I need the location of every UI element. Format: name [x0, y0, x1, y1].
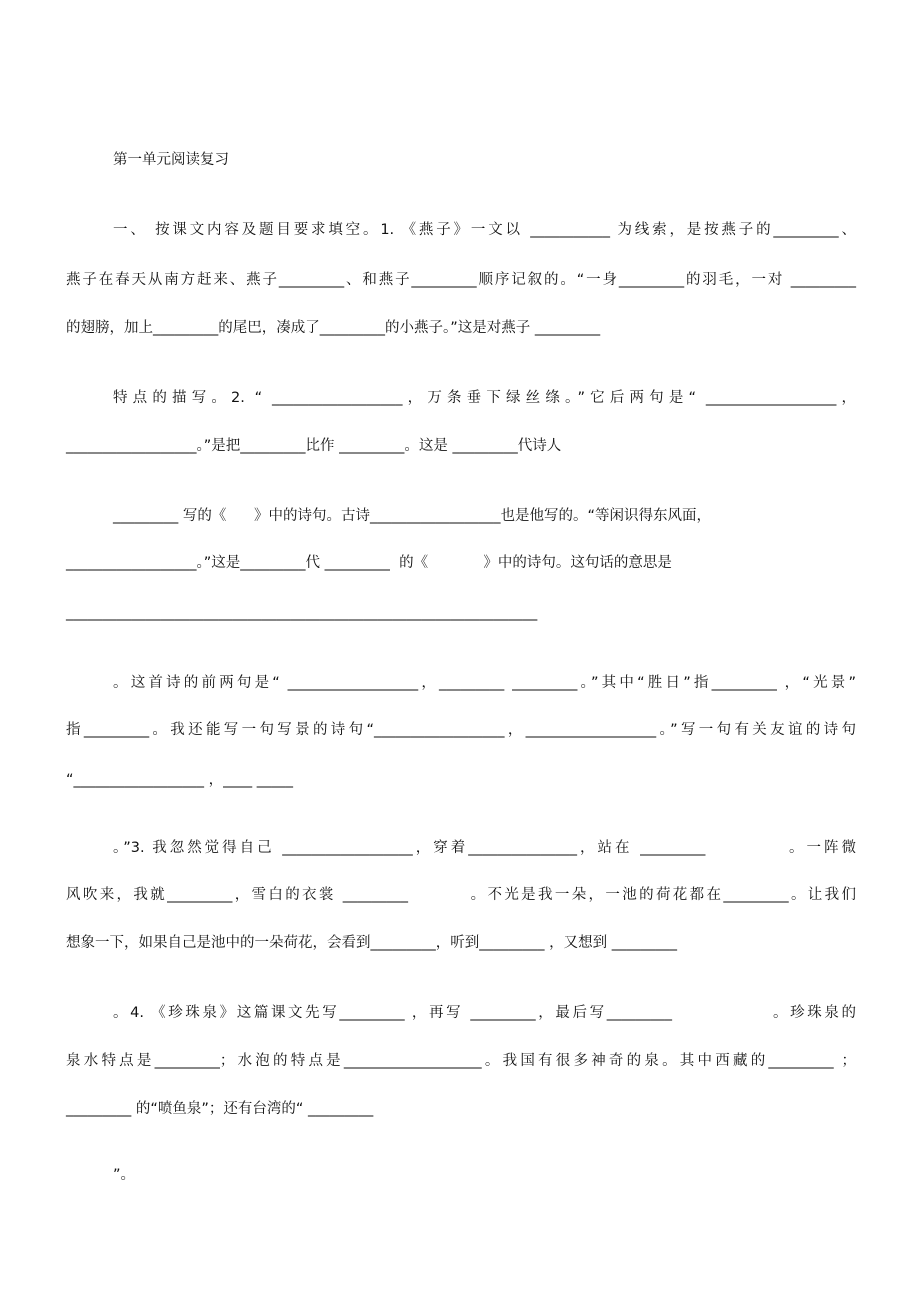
text-line-4: 特点的描写。2. “ __________________，万条垂下绿丝绦。”它后两句是“ __________________， [113, 390, 856, 406]
text-line-11: “__________________ ，____ _____ [66, 772, 293, 788]
text-line-16: 泉水特点是_________；水泡的特点是___________________。我国有很多神奇的泉。其中西藏的_________ ； [66, 1053, 856, 1069]
text-line-15: 。4. 《珍珠泉》这篇课文先写_________ ，再写 _________，最后写_________ 。珍珠泉的 [113, 1005, 856, 1021]
text-line-3: 的翅膀，加上_________的尾巴，凑成了_________的小燕子。”这是对燕子 _________ [66, 320, 601, 336]
text-line-12: 。”3. 我忽然觉得自己 __________________，穿着_______________，站在 _________ 。一阵微 [113, 840, 856, 856]
text-line-1: 一、 按课文内容及题目要求填空。1. 《燕子》一文以 ___________ 为线索，是按燕子的_________、 [113, 222, 856, 238]
text-line-17: _________ 的“喷鱼泉”；还有台湾的“ _________ [66, 1101, 374, 1117]
text-line-6: _________ 写的《 》中的诗句。古诗__________________也是他写的。“等闲识得东风面， [113, 508, 712, 524]
text-line-18: ”。 [113, 1167, 136, 1183]
text-line-10: 指_________。我还能写一句写景的诗句“__________________，__________________。”写一句有关友谊的诗句 [66, 722, 856, 738]
text-line-9: 。这首诗的前两句是“ __________________，_________ _________。”其中“胜日”指_________ ，“光景” [113, 675, 856, 691]
text-line-2: 燕子在春天从南方赶来、燕子_________、和燕子_________顺序记叙的。“一身_________的羽毛，一对 _________ [66, 272, 856, 288]
text-line-13: 风吹来，我就_________，雪白的衣裳 _________ 。不光是我一朵，一池的荷花都在_________。让我们 [66, 887, 856, 903]
text-line-8: _________________________________________________________________ [66, 605, 538, 621]
text-line-5: __________________。”是把_________比作 _________。这是 _________代诗人 [66, 438, 562, 454]
text-line-7: __________________。”这是_________代 _________ 的《 》中的诗句。这句话的意思是 [66, 555, 672, 571]
text-line-14: 想象一下，如果自己是池中的一朵荷花，会看到_________，听到_________ ，又想到 _________ [66, 935, 677, 951]
page-title: 第一单元阅读复习 [113, 152, 229, 168]
